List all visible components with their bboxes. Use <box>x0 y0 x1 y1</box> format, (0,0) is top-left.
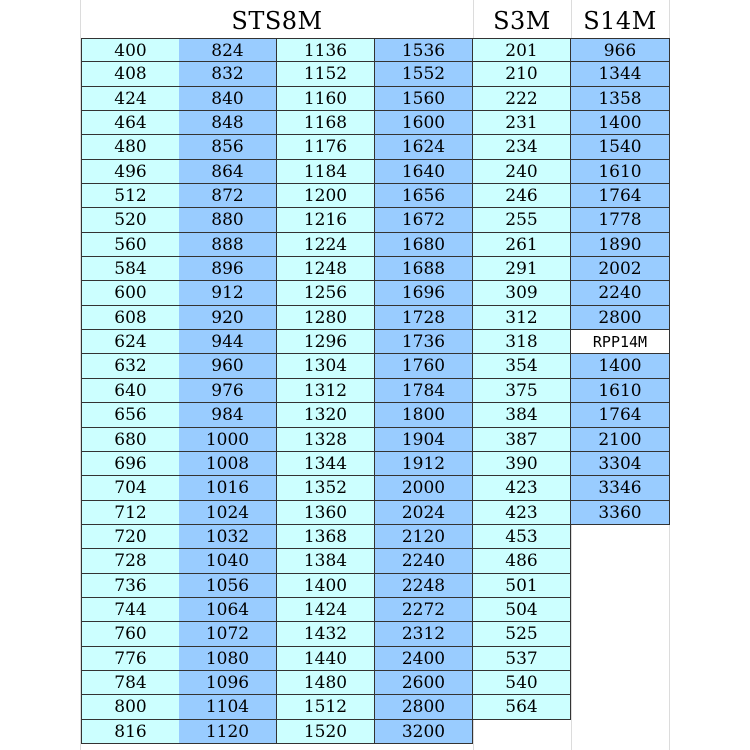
table-cell: 920 <box>179 306 277 330</box>
table-cell: 824 <box>179 38 277 62</box>
table-cell: 1672 <box>375 208 473 232</box>
table-cell: 1360 <box>277 501 375 525</box>
table-cell: 872 <box>179 184 277 208</box>
table-cell: 2000 <box>375 476 473 500</box>
table-cell: 624 <box>82 330 180 354</box>
table-cell: 1328 <box>277 428 375 452</box>
table-cell: 201 <box>473 38 571 62</box>
table-cell: 1656 <box>375 184 473 208</box>
table-cell: 608 <box>82 306 180 330</box>
table-cell: 712 <box>82 501 180 525</box>
table-cell: 1168 <box>277 111 375 135</box>
table-cell: 984 <box>179 403 277 427</box>
sts8m-column-4 <box>375 38 473 744</box>
table-cell: 231 <box>473 111 571 135</box>
table-cell: 423 <box>473 501 571 525</box>
table-cell: 2272 <box>375 598 473 622</box>
table-cell: 1072 <box>179 622 277 646</box>
table-cell: 1064 <box>179 598 277 622</box>
table-cell: 1384 <box>277 549 375 573</box>
table-cell: 1424 <box>277 598 375 622</box>
table-cell: 944 <box>179 330 277 354</box>
table-cell: 912 <box>179 281 277 305</box>
table-cell: 1560 <box>375 87 473 111</box>
table-cell: 1152 <box>277 62 375 86</box>
table-cell: 1008 <box>179 452 277 476</box>
table-cell: 520 <box>82 208 180 232</box>
sts8m-column-3 <box>277 38 375 744</box>
table-cell: 840 <box>179 87 277 111</box>
table-cell: 1344 <box>571 62 670 86</box>
table-cell: 1184 <box>277 160 375 184</box>
table-cell: 525 <box>473 622 571 646</box>
table-cell: 1120 <box>179 720 277 744</box>
table-cell: 384 <box>473 403 571 427</box>
table-cell: 1764 <box>571 184 670 208</box>
table-cell: 1912 <box>375 452 473 476</box>
table-cell: 744 <box>82 598 180 622</box>
table-cell: 1890 <box>571 233 670 257</box>
table-cell: 1040 <box>179 549 277 573</box>
rpp14m-subheader: RPP14M <box>571 330 670 354</box>
table-cell: 318 <box>473 330 571 354</box>
table-cell: 2240 <box>571 281 670 305</box>
table-cell: 1904 <box>375 428 473 452</box>
table-cell: 1688 <box>375 257 473 281</box>
table-cell: 255 <box>473 208 571 232</box>
s14m-column <box>571 38 670 525</box>
table-cell: 2240 <box>375 549 473 573</box>
table-cell: 537 <box>473 647 571 671</box>
table-cell: 424 <box>82 87 180 111</box>
table-cell: 880 <box>179 208 277 232</box>
table-cell: 2400 <box>375 647 473 671</box>
table-cell: 1304 <box>277 354 375 378</box>
table-cell: 680 <box>82 428 180 452</box>
table-cell: 1344 <box>277 452 375 476</box>
table-cell: 1160 <box>277 87 375 111</box>
table-cell: 3200 <box>375 720 473 744</box>
table-cell: 736 <box>82 574 180 598</box>
table-cell: 1256 <box>277 281 375 305</box>
s3m-column <box>473 38 571 720</box>
table-cell: 486 <box>473 549 571 573</box>
table-cell: 3304 <box>571 452 670 476</box>
table-cell: 2100 <box>571 428 670 452</box>
table-cell: 1480 <box>277 671 375 695</box>
table-cell: 234 <box>473 135 571 159</box>
table-cell: 1624 <box>375 135 473 159</box>
table-cell: 1784 <box>375 379 473 403</box>
table-cell: 2002 <box>571 257 670 281</box>
table-cell: 1096 <box>179 671 277 695</box>
table-cell: 1000 <box>179 428 277 452</box>
table-cell: 512 <box>82 184 180 208</box>
table-cell: 375 <box>473 379 571 403</box>
sts8m-column-1 <box>81 38 180 744</box>
table-cell: 1024 <box>179 501 277 525</box>
table-cell: 222 <box>473 87 571 111</box>
table-cell: 784 <box>82 671 180 695</box>
table-cell: 1778 <box>571 208 670 232</box>
table-cell: 728 <box>82 549 180 573</box>
table-cell: 309 <box>473 281 571 305</box>
table-cell: 1296 <box>277 330 375 354</box>
table-cell: 1800 <box>375 403 473 427</box>
table-cell: 1400 <box>571 111 670 135</box>
table-cell: 1280 <box>277 306 375 330</box>
table-cell: 1760 <box>375 354 473 378</box>
table-cell: 2120 <box>375 525 473 549</box>
table-cell: 848 <box>179 111 277 135</box>
table-cell: 1610 <box>571 160 670 184</box>
table-cell: 966 <box>571 38 670 62</box>
table-cell: 888 <box>179 233 277 257</box>
table-cell: 776 <box>82 647 180 671</box>
table-cell: 453 <box>473 525 571 549</box>
table-cell: 816 <box>82 720 180 744</box>
table-cell: 2248 <box>375 574 473 598</box>
table-cell: 632 <box>82 354 180 378</box>
table-cell: 2800 <box>571 306 670 330</box>
table-cell: 704 <box>82 476 180 500</box>
table-cell: 864 <box>179 160 277 184</box>
table-cell: 3346 <box>571 476 670 500</box>
header-s14m: S14M <box>583 7 657 35</box>
table-cell: 1696 <box>375 281 473 305</box>
table-cell: 423 <box>473 476 571 500</box>
table-cell: 464 <box>82 111 180 135</box>
table-cell: 2312 <box>375 622 473 646</box>
table-cell: 696 <box>82 452 180 476</box>
table-cell: 1224 <box>277 233 375 257</box>
table-cell: 210 <box>473 62 571 86</box>
table-cell: 1176 <box>277 135 375 159</box>
header-s3m: S3M <box>493 7 551 35</box>
table-cell: 600 <box>82 281 180 305</box>
table-cell: 1440 <box>277 647 375 671</box>
table-cell: 1520 <box>277 720 375 744</box>
table-cell: 1320 <box>277 403 375 427</box>
table-cell: 1136 <box>277 38 375 62</box>
table-cell: 1552 <box>375 62 473 86</box>
table-cell: 312 <box>473 306 571 330</box>
table-cell: 387 <box>473 428 571 452</box>
table-cell: 1352 <box>277 476 375 500</box>
table-cell: 1104 <box>179 695 277 719</box>
table-cell: 760 <box>82 622 180 646</box>
table-cell: 1536 <box>375 38 473 62</box>
table-cell: 976 <box>179 379 277 403</box>
table-cell: 1216 <box>277 208 375 232</box>
table-cell: 640 <box>82 379 180 403</box>
table-cell: 1400 <box>571 354 670 378</box>
table-cell: 504 <box>473 598 571 622</box>
table-cell: 564 <box>473 695 571 719</box>
table-cell: 261 <box>473 233 571 257</box>
table-cell: 1400 <box>277 574 375 598</box>
table-cell: 246 <box>473 184 571 208</box>
table-cell: 1610 <box>571 379 670 403</box>
table-cell: 800 <box>82 695 180 719</box>
table-cell: 291 <box>473 257 571 281</box>
table-cell: 656 <box>82 403 180 427</box>
table-cell: 1248 <box>277 257 375 281</box>
table-cell: 2800 <box>375 695 473 719</box>
table-cell: 896 <box>179 257 277 281</box>
table-cell: 480 <box>82 135 180 159</box>
table-cell: 1540 <box>571 135 670 159</box>
table-cell: 496 <box>82 160 180 184</box>
table-cell: 832 <box>179 62 277 86</box>
table-cell: 540 <box>473 671 571 695</box>
table-cell: 1016 <box>179 476 277 500</box>
table-cell: 1640 <box>375 160 473 184</box>
table-cell: 560 <box>82 233 180 257</box>
table-cell: 1312 <box>277 379 375 403</box>
table-cell: 390 <box>473 452 571 476</box>
table-cell: 501 <box>473 574 571 598</box>
table-cell: 1432 <box>277 622 375 646</box>
table-cell: 856 <box>179 135 277 159</box>
table-cell: 2600 <box>375 671 473 695</box>
table-cell: 408 <box>82 62 180 86</box>
table-cell: 1764 <box>571 403 670 427</box>
table-cell: 1368 <box>277 525 375 549</box>
table-cell: 1728 <box>375 306 473 330</box>
table-cell: 1736 <box>375 330 473 354</box>
table-cell: 240 <box>473 160 571 184</box>
table-cell: 1512 <box>277 695 375 719</box>
table-cell: 960 <box>179 354 277 378</box>
table-cell: 1080 <box>179 647 277 671</box>
table-cell: 1056 <box>179 574 277 598</box>
table-cell: 1600 <box>375 111 473 135</box>
table-cell: 1200 <box>277 184 375 208</box>
table-cell: 3360 <box>571 501 670 525</box>
table-cell: 1680 <box>375 233 473 257</box>
table-cell: 584 <box>82 257 180 281</box>
header-sts8m: STS8M <box>231 7 323 35</box>
table-cell: 720 <box>82 525 180 549</box>
table-cell: 2024 <box>375 501 473 525</box>
sts8m-column-2 <box>179 38 277 744</box>
table-cell: 354 <box>473 354 571 378</box>
table-cell: 1358 <box>571 87 670 111</box>
table-cell: 400 <box>82 38 180 62</box>
table-cell: 1032 <box>179 525 277 549</box>
